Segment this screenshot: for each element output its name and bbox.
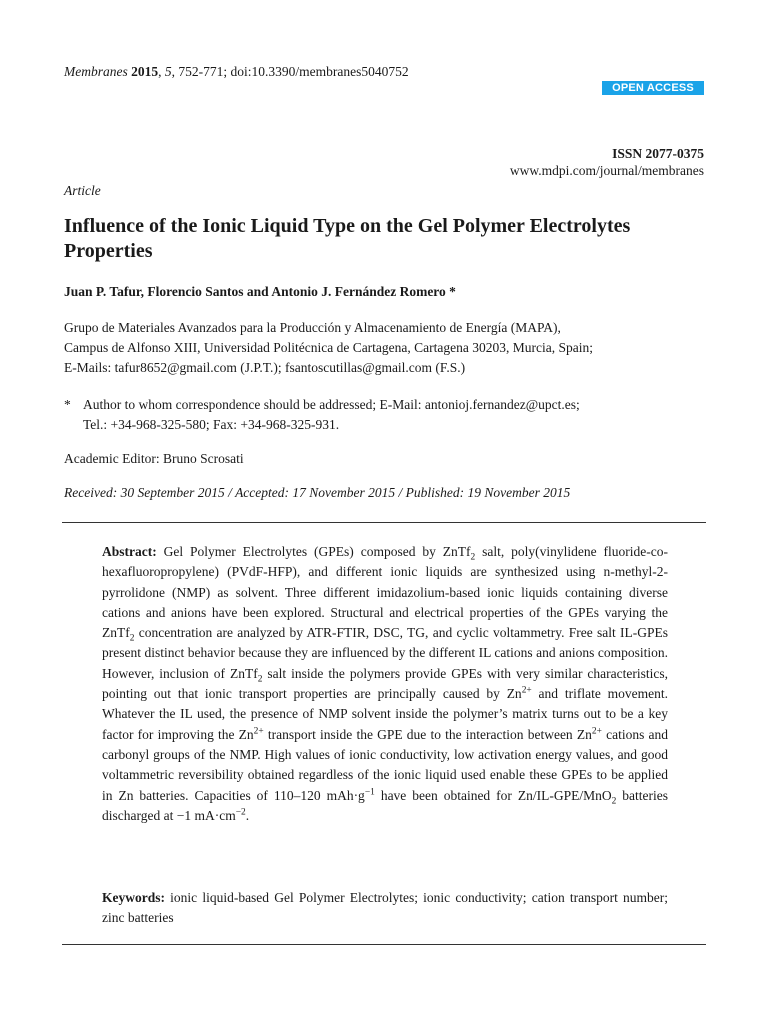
abstract-text: concentration are analyzed by ATR-FTIR, DSC, TG, and cyclic voltammetry. Free salt IL-GPEs present distinct behavior because they are influenced by the different IL cations and anions composition. However, inclusion of ZnTf [102, 625, 668, 681]
open-access-badge: OPEN ACCESS [602, 81, 704, 95]
citation-doi: , 752-771; doi:10.3390/membranes5040752 [171, 64, 409, 79]
superscript: −1 [364, 787, 375, 798]
affiliation-line: Campus de Alfonso XIII, Universidad Politécnica de Cartagena, Cartagena 30203, Murcia, Spain; [64, 340, 593, 355]
publication-dates: Received: 30 September 2015 / Accepted: 17 November 2015 / Published: 19 November 2015 [64, 485, 571, 500]
journal-name: Membranes [64, 64, 128, 79]
subscript: 2 [129, 633, 135, 644]
abstract-text: transport inside the GPE due to the interaction between Zn [263, 726, 592, 742]
keywords-text: ionic liquid-based Gel Polymer Electrolytes; ionic conductivity; cation transport number; zinc batteries [102, 890, 668, 926]
superscript: 2+ [253, 726, 264, 737]
divider-bottom [62, 944, 706, 945]
subscript: 2 [470, 552, 476, 563]
abstract-label: Abstract: [102, 544, 157, 559]
correspondence-note [64, 395, 714, 435]
affiliation [64, 318, 714, 378]
article-type: Article [64, 183, 101, 198]
journal-year: 2015 [131, 64, 159, 79]
journal-volume: 5 [164, 64, 172, 79]
issn: ISSN 2077-0375 [612, 146, 704, 161]
abstract-text: and triflate movement. Whatever the IL used, the presence of NMP solvent inside the polymer’s matrix turns out to be a key factor for improving the Zn [102, 686, 668, 742]
superscript: 2+ [521, 685, 532, 696]
subscript: 2 [611, 796, 617, 807]
correspondence-line: Author to whom correspondence should be addressed; E-Mail: antonioj.fernandez@upct.es; [83, 397, 580, 412]
affiliation-line: Grupo de Materiales Avanzados para la Producción y Almacenamiento de Energía (MAPA), [64, 320, 561, 335]
abstract-text: salt inside the polymers provide GPEs with very similar characteristics, pointing out that ionic transport properties are principally caused by Zn [102, 665, 668, 702]
abstract-text: salt, poly(vinylidene fluoride-co-hexafluoropropylene) (PVdF-HFP), and different ionic liquids are synthesized using n-methyl-2-pyrrolidone (NMP) as solvent. Three different imidazolium-based ionic liquids containing diverse cations and anions have been explored. Structural and electrical properties of the GPEs varying the ZnTf [102, 544, 668, 641]
abstract-text: . [245, 807, 250, 823]
superscript: −2 [235, 807, 246, 818]
abstract-text: batteries discharged at −1 mA·cm [102, 787, 668, 823]
author-list: Juan P. Tafur, Florencio Santos and Antonio J. Fernández Romero * [64, 284, 456, 299]
correspondence-line: Tel.: +34-968-325-580; Fax: +34-968-325-931. [83, 417, 340, 432]
journal-url[interactable]: www.mdpi.com/journal/membranes [509, 163, 704, 178]
article-title: Influence of the Ionic Liquid Type on the Gel Polymer Electrolytes Properties [64, 215, 631, 262]
correspondence-star: * [64, 397, 71, 412]
superscript: 2+ [591, 726, 602, 737]
abstract-text: have been obtained for Zn/IL-GPE/MnO [374, 787, 612, 803]
keywords-label: Keywords: [102, 890, 165, 905]
affiliation-emails: E-Mails: tafur8652@gmail.com (J.P.T.); fsantoscutillas@gmail.com (F.S.) [64, 360, 466, 375]
subscript: 2 [257, 674, 263, 685]
divider-top [62, 522, 706, 523]
abstract-text: cations and carbonyl groups of the NMP. High values of ionic conductivity, low activation energy values, and good voltammetric reversibility obtained regardless of the ionic liquid used enable these GPEs to be applied in Zn batteries. Capacities of 110–120 mAh·g [102, 726, 668, 803]
academic-editor: Academic Editor: Bruno Scrosati [64, 451, 244, 466]
citation-line: Membranes 2015, 5, 752-771; doi:10.3390/membranes5040752 [64, 64, 409, 79]
abstract [102, 542, 668, 826]
abstract-text: Gel Polymer Electrolytes (GPEs) composed by ZnTf [156, 544, 471, 559]
keywords [102, 888, 668, 929]
